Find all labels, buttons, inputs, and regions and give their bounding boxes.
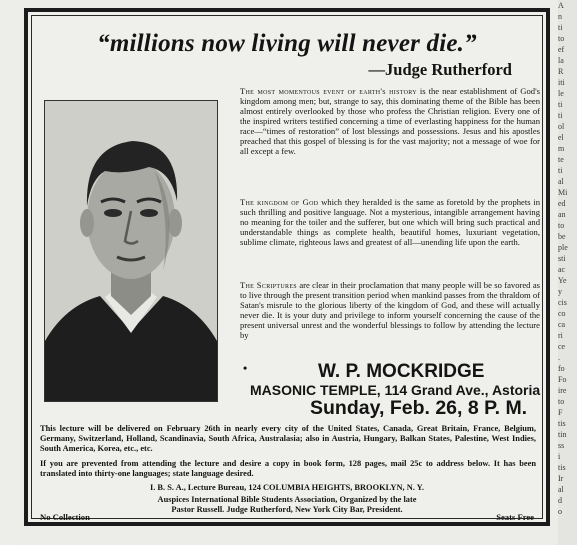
margin-fragment: co — [558, 309, 566, 318]
margin-fragment: tis — [558, 463, 566, 472]
margin-fragment: o — [558, 507, 562, 516]
margin-fragment: to — [558, 221, 565, 230]
margin-fragment: ef — [558, 45, 565, 54]
margin-fragment: Ir — [558, 474, 564, 483]
margin-fragment: . — [558, 353, 560, 362]
auspices-line-2: Pastor Russell. Judge Rutherford, New York City Bar, President. — [171, 505, 403, 514]
portrait-illustration — [45, 101, 217, 401]
paragraph-2 — [240, 197, 540, 247]
portrait-photo — [44, 100, 218, 402]
margin-fragment: R — [558, 67, 564, 76]
venue: MASONIC TEMPLE, 114 Grand Ave., Astoria — [250, 382, 541, 398]
paragraph-3 — [240, 280, 540, 340]
left-margin — [0, 0, 20, 545]
margin-fragment: al — [558, 485, 564, 494]
margin-fragment: d — [558, 496, 562, 505]
paragraph-3-lead: The Scriptures — [240, 280, 297, 290]
advertisement — [24, 8, 550, 526]
address: I. B. S. A., Lecture Bureau, 124 COLUMBIA HEIGHTS, BROOKLYN, N. Y. — [149, 483, 424, 492]
margin-fragment: m — [558, 144, 565, 153]
seats-free-label: Seats Free — [496, 512, 534, 522]
paragraph-1-lead: The most momentous event of earth's history — [240, 86, 417, 96]
no-collection-label: No Collection — [40, 512, 90, 522]
margin-fragment: iti — [558, 78, 565, 87]
margin-fragment: A — [558, 1, 564, 10]
paragraph-3-body: are clear in their proclamation that many people will be so favored as to live through the present transition period when mankind passes from the thraldom of Satan's misrule to the glorious liberty of the kingdom of God, and these will actually never die. It is your duty and privilege to inform yourself concerning the cause of the present universal unrest and the wonderful blessings to follow by attending the lecture by — [240, 280, 541, 340]
delivery-note: This lecture will be delivered on February 26th in nearly every city of the United States, Canada, Great Britain, France, Belgium, Germany, Switzerland, Holland, Scandinavia, South Africa, Australasia; also in Austria, Hungary, Balkan States, Palestine, West Indies, South America, Korea, etc., etc. — [40, 424, 536, 453]
margin-fragment: ac — [558, 265, 566, 274]
margin-fragment: ri — [558, 331, 563, 340]
auspices-line-1: Auspices International Bible Students Association, Organized by the late — [157, 495, 417, 504]
headline: “millions now living will never die.” — [97, 30, 477, 57]
adjacent-column-fragments — [558, 0, 577, 545]
margin-fragment: Fo — [558, 375, 567, 384]
margin-fragment: F — [558, 408, 563, 417]
margin-fragment: an — [558, 210, 566, 219]
margin-fragment: ti — [558, 111, 563, 120]
margin-fragment: ti — [558, 100, 563, 109]
copy-request-note: If you are prevented from attending the lecture and desire a copy in book form, 128 pages, mail 25c to address below. It has been translated into thirty-one languages; state language desired. — [40, 459, 536, 478]
bullet-icon: • — [243, 361, 248, 375]
margin-fragment: al — [558, 177, 564, 186]
margin-fragment: to — [558, 34, 565, 43]
margin-fragment: ti — [558, 166, 563, 175]
margin-fragment: ce — [558, 342, 566, 351]
margin-fragment: ple — [558, 243, 568, 252]
margin-fragment: y — [558, 287, 562, 296]
speaker-name: W. P. MOCKRIDGE — [318, 361, 485, 382]
margin-fragment: cis — [558, 298, 567, 307]
paragraph-1 — [240, 86, 540, 156]
paragraph-2-lead: The kingdom of God — [240, 197, 319, 207]
margin-fragment: fo — [558, 364, 565, 373]
margin-fragment: Mi — [558, 188, 568, 197]
margin-fragment: sti — [558, 254, 566, 263]
margin-fragment: i — [558, 452, 561, 461]
margin-fragment: te — [558, 155, 564, 164]
margin-fragment: la — [558, 56, 564, 65]
margin-fragment: ed — [558, 199, 566, 208]
paragraph-1-body: is the near establishment of God's kingdom among men; but, strange to say, this dominating theme of the Bible has been almost entirely overlooked by those who profess the Christian religion. Every one of the inspired writers testified concerning a time of everlasting happiness for the human race—“times of restoration” of lost blessings and possessions. Jesus and his apostles preached that this gospel of blessing is for the vast majority; not a message of woe for all except a few. — [240, 86, 540, 156]
attribution: —Judge Rutherford — [368, 60, 512, 79]
margin-fragment: n — [558, 12, 562, 21]
margin-fragment: tin — [558, 430, 567, 439]
event-datetime: Sunday, Feb. 26, 8 P. M. — [310, 397, 528, 419]
paragraph-2-body: which they heralded is the same as foretold by the prophets in such thrilling and positive language. Not a mysterious, intangible arrangement having no meaning for the toiler and the sufferer, but one which will bring such practical and understandable things as complete health, beautiful homes, luxuriant vegetation, sublime climate, righteous laws and greatest of all—unending life upon the earth. — [240, 197, 541, 247]
margin-fragment: ol — [558, 122, 565, 131]
margin-fragment: ca — [558, 320, 566, 329]
margin-fragment: tis — [558, 419, 566, 428]
margin-fragment: to — [558, 397, 565, 406]
margin-fragment: ss — [558, 441, 565, 450]
margin-fragment: be — [558, 232, 566, 241]
margin-fragment: ire — [558, 386, 567, 395]
margin-fragment: Ye — [558, 276, 567, 285]
margin-fragment: le — [558, 89, 564, 98]
margin-fragment: ti — [558, 23, 563, 32]
margin-fragment: el — [558, 133, 564, 142]
